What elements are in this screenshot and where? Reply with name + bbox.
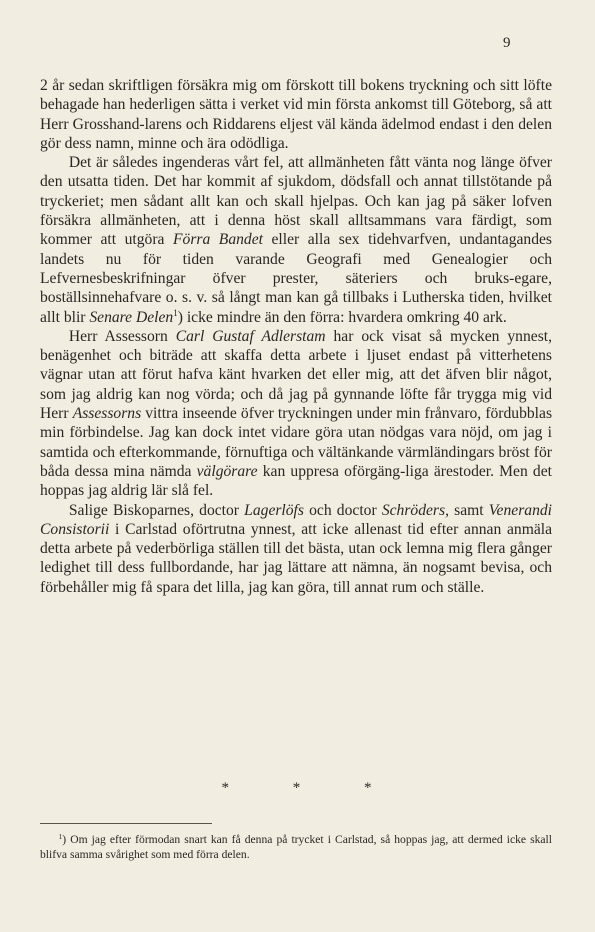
body-text xyxy=(40,76,552,597)
text-run: , samt xyxy=(445,501,489,519)
footnote-mark: 1 xyxy=(58,832,63,841)
italic-term: Venerandi Consistorii xyxy=(40,501,552,538)
text-run: 2 år sedan skriftligen försäkra mig om förskott till bokens tryckning och sitt löfte behagade han hederligen sätta i verket vid min första ankomst till Göteborg, så att Herr Grosshand-larens och Riddarens eljest väl kända ädelmod endast i den delen gör dess namn, minne och ära odödliga. xyxy=(40,77,552,152)
page-number: 9 xyxy=(503,35,511,51)
text-run: och doctor xyxy=(303,501,382,519)
text-run: kan uppresa oförgäng-liga ärestoder. Men det hoppas jag aldrig lär slå fel. xyxy=(40,462,552,500)
text-run: vittra inseende öfver tryckningen under min frånvaro, fördubblas min förbindelse. Jag kan dock intet vidare göra utan nödgas vara nöjd, om jag i samtida och efterkommande, förnuftiga och vältänkande värmländingars bröst för båda dessa mina nämda xyxy=(40,405,553,480)
footnote-reference[interactable]: 1 xyxy=(173,307,178,318)
italic-term: Förra Bandet xyxy=(173,231,263,249)
footnote-text: ) Om jag efter förmodan snart kan få denna på trycket i Carlstad, så hoppas jag, att dermed icke skall blifva samma svårighet som med förra delen. xyxy=(40,833,552,861)
italic-term: välgörare xyxy=(196,462,258,480)
footnote xyxy=(40,832,552,862)
italic-name: Schröders xyxy=(381,501,446,519)
italic-term: Senare Delen xyxy=(89,308,174,326)
text-run: eller alla sex tidehvarfven, undantagandes landets nu för tiden varande Geografi med Genealogier och Lefvernesbeskrifningar öfver prester, säteriers och bruks-egare, boställsinnehafvare o. s. v. så långt man kan gå tillbaks i Lutherska tiden, hvilket allt blir xyxy=(40,231,552,326)
paragraph xyxy=(40,76,552,153)
paragraph xyxy=(40,501,552,597)
paragraph xyxy=(40,153,552,327)
text-run: Salige Biskoparnes, doctor xyxy=(68,501,245,519)
paragraph xyxy=(40,327,552,501)
italic-name: Lagerlöfs xyxy=(244,501,304,519)
text-run: Det är således ingenderas vårt fel, att allmänheten fått vänta nog länge öfver den utsatta tiden. Det har kommit af sjukdom, dödsfall och annat tillstötande på tryckeriet; men sådant allt kan och skall hjelpas. Och kan jag på säker lofven försäkra allmänheten, att i denna höst skall alltsammans vara färdigt, som kommer att utgöra xyxy=(40,154,552,249)
text-run: Herr Assessorn xyxy=(68,327,176,345)
italic-name: Carl Gustaf Adlerstam xyxy=(175,327,326,345)
text-run: i Carlstad oförtrutna ynnest, att icke allenast tid efter annan anmäla detta arbete på vederbörliga ställen till det bästa, utan ock lemna mig flera gånger ledighet till dess fullbordande, har jag lättare att nämna, än nogsamt bevisa, och förbehåller mig få spara det lilla, jag kan göra, till annat rum och ställe. xyxy=(40,520,552,596)
footnote-rule xyxy=(40,823,212,824)
text-run: ) icke mindre än den förra: hvardera omkring 40 ark. xyxy=(177,308,507,326)
section-separator: * * * xyxy=(221,780,402,796)
italic-term: Assessorns xyxy=(72,405,142,423)
text-run: har ock visat så mycken ynnest, benägenhet och biträde att skaffa detta arbete i ljuset endast på vitterhetens vägnar utan att förut hafva känt hvarken det eller mig, att det äfven blir något, som jag aldrig kan nog vörda; och då jag på gynnande löfte får trygga mig vid Herr xyxy=(40,327,553,423)
footnote-paragraph xyxy=(40,832,552,862)
